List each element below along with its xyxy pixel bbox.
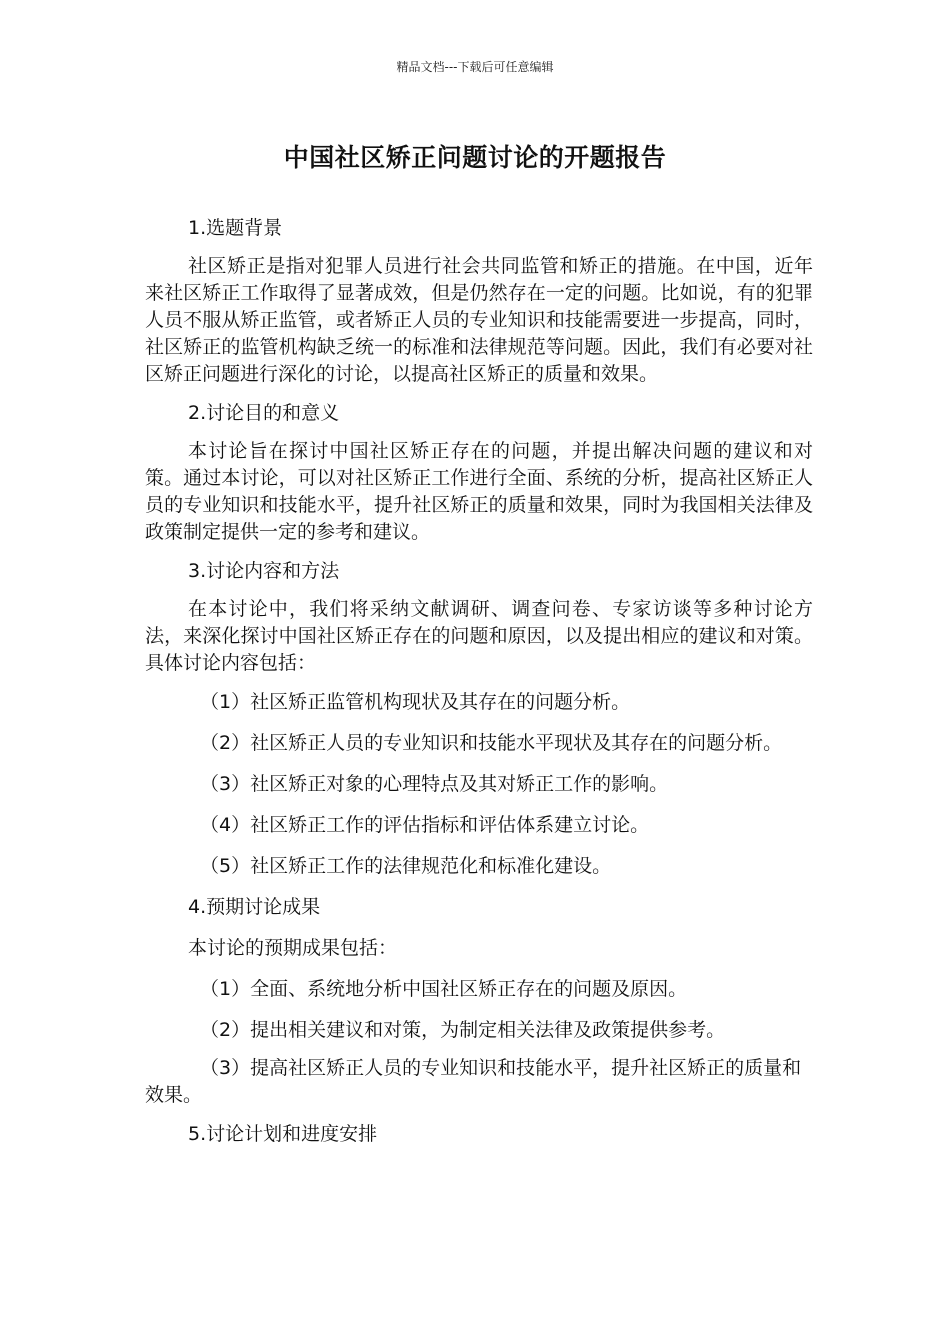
list-item: （4）社区矫正工作的评估指标和评估体系建立讨论。 [200, 814, 650, 836]
list-item: （3）提高社区矫正人员的专业知识和技能水平，提升社区矫正的质量和效果。 [145, 1057, 802, 1106]
list-item: （2）社区矫正人员的专业知识和技能水平现状及其存在的问题分析。 [200, 732, 783, 754]
document-body [145, 212, 813, 1159]
list-item: （3）社区矫正对象的心理特点及其对矫正工作的影响。 [200, 773, 669, 795]
page-title: 中国社区矫正问题讨论的开题报告 [283, 143, 667, 172]
section-heading-5: 5.讨论计划和进度安排 [188, 1123, 378, 1145]
section-heading-1: 1.选题背景 [188, 217, 283, 239]
section-paragraph-2: 本讨论旨在探讨中国社区矫正存在的问题，并提出解决问题的建议和对策。通过本讨论，可以对社区矫正工作进行全面、系统的分析，提高社区矫正人员的专业知识和技能水平，提升社区矫正的质量和效果，同时为我国相关法律及政策制定提供一定的参考和建议。 [145, 440, 813, 543]
section-heading-4: 4.预期讨论成果 [188, 896, 321, 918]
section-heading-3: 3.讨论内容和方法 [188, 560, 340, 582]
list-item: （1）全面、系统地分析中国社区矫正存在的问题及原因。 [200, 978, 688, 1000]
section-paragraph-4: 本讨论的预期成果包括： [188, 937, 398, 959]
list-item: （1）社区矫正监管机构现状及其存在的问题分析。 [200, 691, 631, 713]
list-item: （2）提出相关建议和对策，为制定相关法律及政策提供参考。 [200, 1019, 726, 1041]
header-note: 精品文档---下载后可任意编辑 [396, 60, 554, 74]
list-item: （5）社区矫正工作的法律规范化和标准化建设。 [200, 855, 612, 877]
section-heading-2: 2.讨论目的和意义 [188, 402, 340, 424]
section-paragraph-1: 社区矫正是指对犯罪人员进行社会共同监管和矫正的措施。在中国，近年来社区矫正工作取得了显著成效，但是仍然存在一定的问题。比如说，有的犯罪人员不服从矫正监管，或者矫正人员的专业知识和技能需要进一步提高，同时，社区矫正的监管机构缺乏统一的标准和法律规范等问题。因此，我们有必要对社区矫正问题进行深化的讨论，以提高社区矫正的质量和效果。 [145, 255, 813, 385]
section-paragraph-3: 在本讨论中，我们将采纳文献调研、调查问卷、专家访谈等多种讨论方法，来深化探讨中国社区矫正存在的问题和原因，以及提出相应的建议和对策。具体讨论内容包括： [145, 598, 813, 674]
